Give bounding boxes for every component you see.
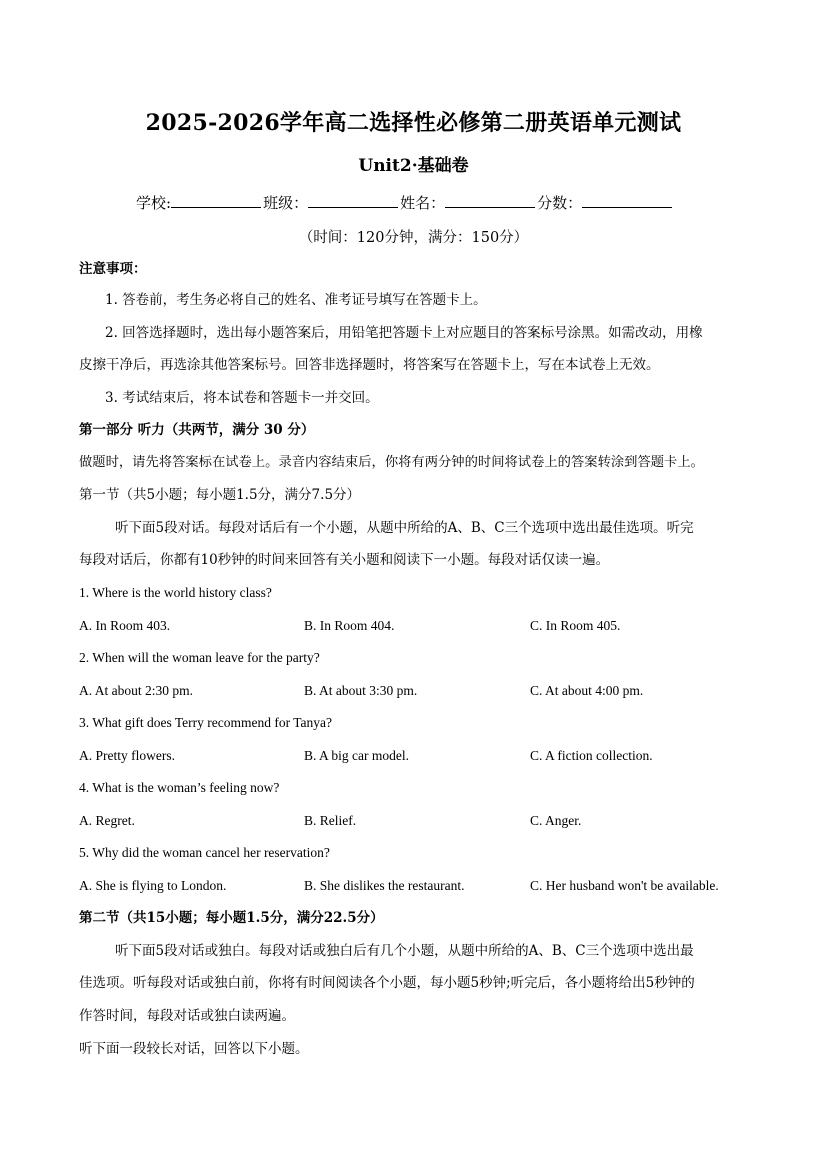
name-label: 姓名： [400,194,446,212]
score-label: 分数： [537,194,583,212]
notice-heading: 注意事项： [79,261,147,277]
question-2-option-c: C. At about 4:00 pm. [530,683,644,698]
question-5-option-c: C. Her husband won't be available. [530,878,719,893]
question-1-option-b: B. In Room 404. [304,618,395,633]
question-2-option-a: A. At about 2:30 pm. [79,683,193,698]
exam-title: 2025-2026学年高二选择性必修第二册英语单元测试 [145,110,682,136]
section2-directions-line2: 佳选项。听每段对话或独白前，你将有时间阅读各个小题，每小题5秒钟;听完后，各小题将给出5秒钟的 [79,975,695,991]
question-3-stem: 3. What gift does Terry recommend for Tanya? [79,715,333,730]
question-5-stem: 5. Why did the woman cancel her reservation? [79,845,330,860]
name-blank [445,192,535,208]
notice-item-1: 1. 答卷前，考生务必将自己的姓名、准考证号填写在答题卡上。 [105,292,487,308]
score-blank [582,192,672,208]
notice-item-2: 2. 回答选择题时，选出每小题答案后，用铅笔把答题卡上对应题目的答案标号涂黑。如需改动，用橡 [105,325,703,341]
school-label: 学校: [136,194,172,212]
question-5-option-b: B. She dislikes the restaurant. [304,878,465,893]
question-2-option-b: B. At about 3:30 pm. [304,683,418,698]
section1-directions-line2: 每段对话后，你都有10秒钟的时间来回答有关小题和阅读下一小题。每段对话仅读一遍。 [79,552,610,568]
question-1-stem: 1. Where is the world history class? [79,585,272,600]
question-4-option-c: C. Anger. [530,813,582,828]
question-4-option-b: B. Relief. [304,813,357,828]
class-label: 班级： [263,194,309,212]
question-3-option-c: C. A fiction collection. [530,748,653,763]
student-info-row [136,192,674,213]
section1-directions-line1: 听下面5段对话。每段对话后有一个小题，从题中所给的A、B、C三个选项中选出最佳选项。听完 [115,520,694,536]
notice-item-2-cont: 皮擦干净后，再选涂其他答案标号。回答非选择题时，将答案写在答题卡上，写在本试卷上无效。 [79,357,660,373]
question-3-option-b: B. A big car model. [304,748,409,763]
school-blank [171,192,261,208]
question-3-option-a: A. Pretty flowers. [79,748,175,763]
question-4-option-a: A. Regret. [79,813,135,828]
question-1-option-a: A. In Room 403. [79,618,171,633]
exam-subtitle: Unit2·基础卷 [358,156,469,176]
section2-lead: 听下面一段较长对话，回答以下小题。 [79,1041,309,1057]
section2-directions-line1: 听下面5段对话或独白。每段对话或独白后有几个小题，从题中所给的A、B、C三个选项中选出最 [115,943,694,959]
question-5-option-a: A. She is flying to London. [79,878,227,893]
question-2-stem: 2. When will the woman leave for the party? [79,650,320,665]
time-info: （时间：120分钟，满分：150分） [298,230,529,246]
class-blank [308,192,398,208]
part1-instruction: 做题时，请先将答案标在试卷上。录音内容结束后，你将有两分钟的时间将试卷上的答案转涂到答题卡上。 [79,455,704,470]
question-4-stem: 4. What is the woman’s feeling now? [79,780,280,795]
part1-heading: 第一部分 听力（共两节，满分 30 分） [79,422,315,438]
section1-heading: 第一节（共5小题；每小题1.5分，满分7.5分） [79,487,361,503]
notice-item-3: 3. 考试结束后，将本试卷和答题卡一并交回。 [105,390,379,406]
question-1-option-c: C. In Room 405. [530,618,621,633]
section2-directions-line3: 作答时间，每段对话或独白读两遍。 [79,1008,295,1024]
section2-heading: 第二节（共15小题；每小题1.5分，满分22.5分） [79,910,384,926]
